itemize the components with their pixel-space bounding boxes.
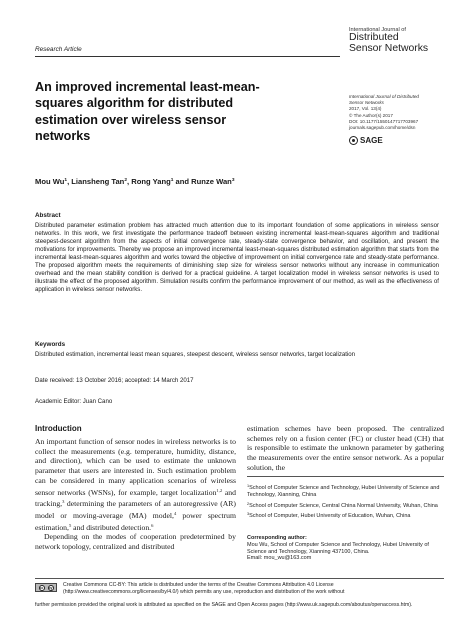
author-affil-mark: 2 — [124, 178, 127, 183]
author-list — [35, 177, 234, 186]
author-name: Rong Yang — [131, 177, 171, 186]
academic-editor-line: Academic Editor: Juan Cano — [35, 398, 113, 405]
intro-paragraph-2: Depending on the modes of cooperation predetermined by network topology, centralized and distributed — [35, 532, 236, 552]
license-text-continued: further permission provided the original work is attributed as specified on the SAGE and Open Access pages (http://www.uk.sagepub.com/aboutus/openaccess.htm). — [35, 602, 413, 608]
citation-ref[interactable]: 3 — [62, 499, 65, 505]
affiliation-number: 3 — [247, 512, 250, 517]
text-run: power spectrum estimation, — [35, 510, 237, 532]
article-title — [35, 79, 335, 144]
affiliation-list — [247, 483, 444, 522]
affiliation-number: 2 — [247, 501, 250, 506]
title-line: networks — [35, 128, 91, 143]
cc-by-license-icon[interactable] — [35, 583, 57, 592]
footer-divider — [35, 578, 444, 579]
meta-copyright: © The Author(s) 2017 — [349, 112, 393, 118]
author-separator: and — [173, 177, 192, 186]
sage-logo-text: SAGE — [360, 136, 383, 145]
abstract-text: Distributed parameter estimation problem has attracted much attention due to its important foundation of some applications in wireless sensor networks. In this work, we first investigate the performance tradeoff between existing incremental least-mean-squares algorithm and traditional steepest-descent algorithm from the aspects of initial convergence rate, steady-state convergence behavior, and oscillation, and present the motivations for improvements. Thereby we propose an improved incremental least-mean-squares distributed estimation algorithm that starts from the incremental least-mean-squares algorithm and works toward the objective of improvement on initial convergence rate and steady-state performance. The proposed algorithm meets the requirements of diminishing step size for wireless sensor networks without any increase in communication overhead and the mean stability condition is derived for a practical guideline. A target localization model in wireless sensor networks is used to illustrate the effect of the proposed algorithm. Simulation results confirm the performance improvement of our method, as well as the effectiveness of application in wireless sensor networks. — [35, 222, 439, 293]
journal-name-line1: International Journal of — [349, 27, 406, 33]
header-divider — [35, 56, 340, 57]
license-text: Creative Commons CC-BY: This article is distributed under the terms of the Creative Commons Attribution 4.0 License (http://www.creativecommons.org/licenses/by/4.0/) which permits any use, reproduction and distribution of the work without — [63, 582, 345, 595]
cc-icon: cc — [39, 585, 44, 590]
sage-logo-icon — [349, 136, 358, 145]
corresponding-author-name: Mou Wu, School of Computer Science and Technology, Hubei University of Science and Technology, Xianning 437100, China. — [247, 541, 429, 555]
citation-ref[interactable]: 1,2 — [216, 487, 223, 493]
abstract-heading: Abstract — [35, 212, 61, 219]
meta-journal-2: Sensor Networks — [349, 100, 384, 106]
author-affil-mark: 1 — [64, 178, 68, 183]
meta-journal: International Journal of Distributed — [349, 94, 419, 99]
meta-volume: 2017, Vol. 13(4) — [349, 106, 382, 112]
citation-ref[interactable]: 6 — [151, 522, 154, 528]
affiliation-divider — [247, 476, 444, 477]
keywords-heading: Keywords — [35, 341, 66, 348]
by-icon: by — [48, 585, 53, 590]
journal-name-line2b: Sensor Networks — [349, 42, 429, 54]
body-column-right: estimation schemes have been proposed. The centralized schemes rely on a fusion center (FC) or cluster head (CH) that is responsible to estimate the unknown parameter by gathering the measurements over the entire sensor network. As a popular solution, the — [247, 424, 444, 472]
author-separator: , — [67, 177, 72, 186]
title-line: An improved incremental least-mean- — [35, 80, 260, 94]
intro-paragraph-1 — [35, 437, 236, 532]
meta-doi[interactable]: DOI: 10.1177/1550147717703967 — [349, 118, 419, 124]
keywords-text: Distributed estimation, incremental least mean squares, steepest descent, wireless sensor networks, target localization — [35, 351, 356, 358]
text-run: An important function of sensor nodes in wireless networks is to collect the measurements (e.g. temperature, humidity, distance, and direction), which can be used to estimate the unknown parameter that users are interested in. Such estimation problem can be considered in many application scenarios of wireless sensor networks (WSNs), for example, target localization — [35, 437, 236, 497]
author-separator: , — [127, 177, 132, 186]
author-name: Runze Wan — [191, 177, 232, 186]
affiliation-item — [247, 483, 444, 499]
author-name: Liansheng Tan — [71, 177, 125, 186]
journal-name-block — [349, 27, 469, 55]
article-type-label: Research Article — [35, 46, 82, 53]
author-name: Mou Wu — [35, 177, 65, 186]
corresponding-author — [247, 535, 444, 562]
citation-ref[interactable]: 5 — [68, 522, 72, 528]
affiliation-number: 1 — [247, 484, 250, 488]
affiliation-text: School of Computer, Hubei University of Education, Wuhan, China — [249, 513, 411, 520]
affiliation-item — [247, 501, 444, 510]
affiliation-text: School of Computer Science and Technology, Hubei University of Science and Technology, Xianning, China — [247, 485, 440, 498]
corresponding-author-email[interactable]: Email: mou_wu@163.com — [247, 555, 312, 562]
date-received-line: Date received: 13 October 2016; accepted: 14 March 2017 — [35, 377, 194, 384]
journal-meta — [349, 94, 469, 131]
text-run: and tracking, — [35, 487, 236, 509]
journal-name-line2a: Distributed — [349, 32, 399, 43]
text-run: determining the parameters of an autoregressive (AR) model or moving-average (MA) model, — [35, 499, 236, 520]
author-affil-mark: 1 — [170, 178, 174, 183]
affiliation-text: School of Computer Science, Central China Normal University, Wuhan, China — [249, 502, 438, 509]
meta-url[interactable]: journals.sagepub.com/home/dsn — [349, 125, 416, 131]
sage-logo — [349, 136, 383, 145]
body-column-left — [35, 437, 236, 552]
affiliation-item — [247, 511, 444, 520]
title-line: estimation over wireless sensor — [35, 112, 227, 127]
author-affil-mark: 3 — [231, 178, 235, 183]
corresponding-author-heading: Corresponding author: — [247, 535, 307, 541]
citation-ref[interactable]: 4 — [173, 510, 177, 516]
text-run: and distributed detection. — [71, 522, 152, 532]
introduction-heading: Introduction — [35, 424, 82, 433]
title-line: squares algorithm for distributed — [35, 96, 234, 111]
